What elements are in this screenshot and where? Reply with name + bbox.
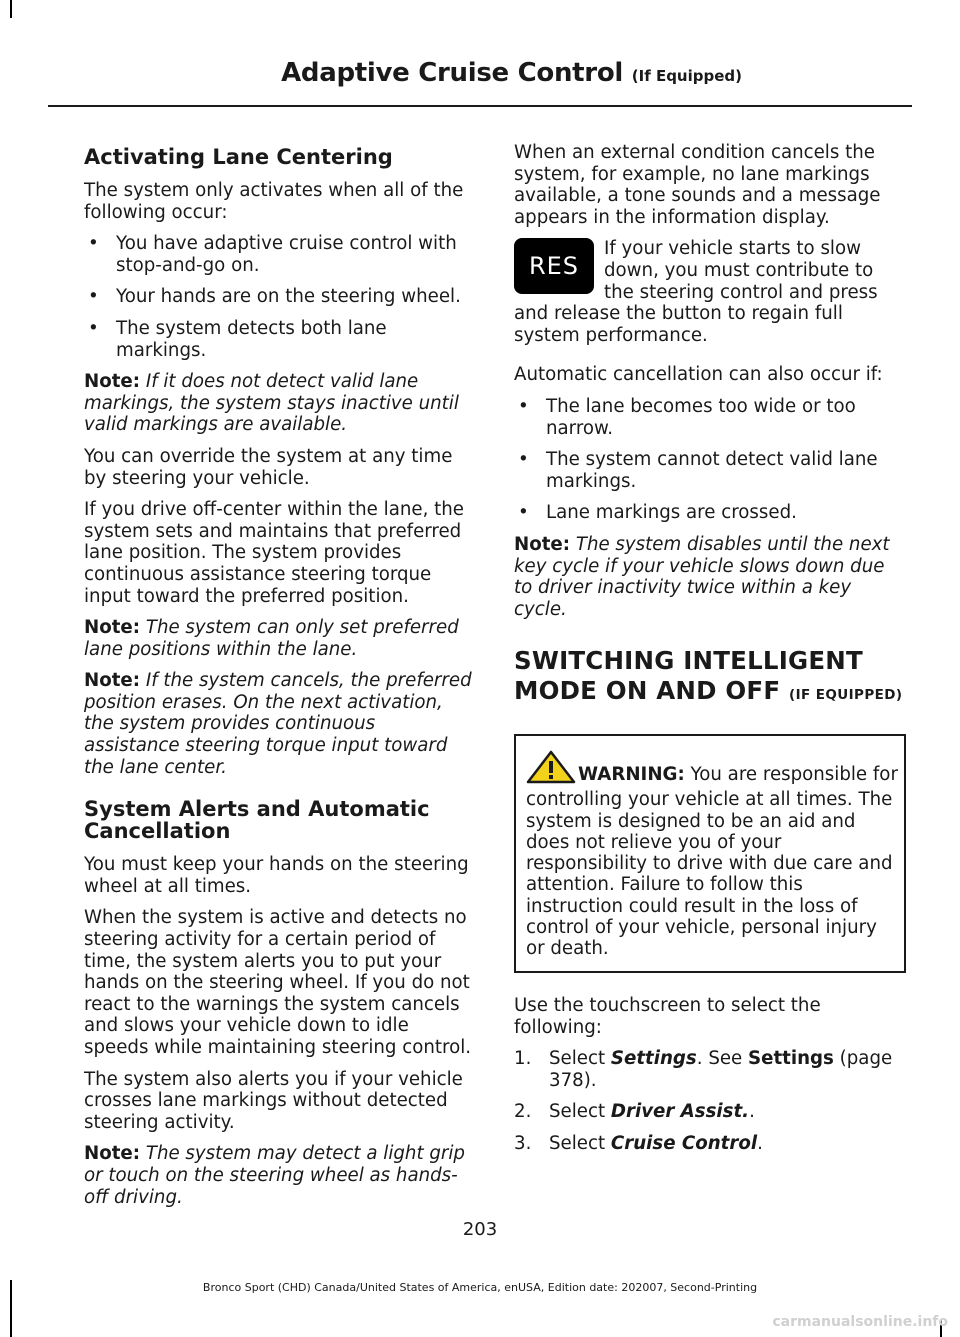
res-block: [514, 238, 906, 346]
warning-text: You are responsible for controlling your vehicle at all times. The system is designed to be an aid and does not relieve you of your responsibility to drive with due care and attention. Failure to follow this instruction could result in the loss of control of your vehicle, personal injury or death.: [526, 764, 898, 959]
heading-activating-lane-centering: Activating Lane Centering: [84, 145, 393, 169]
right-column: [514, 142, 906, 1165]
header-title-text: Adaptive Cruise Control: [281, 58, 623, 88]
list-item: • The system cannot detect valid lane markings.: [518, 449, 878, 492]
left-column: [84, 142, 476, 1218]
paragraph: You must keep your hands on the steering wheel at all times.: [84, 854, 469, 897]
paragraph: Use the touchscreen to select the following:: [514, 995, 821, 1038]
footer-text: Bronco Sport (CHD) Canada/United States of America, enUSA, Edition date: 202007, Second-Printing: [202, 1281, 758, 1294]
list-item: • Lane markings are crossed.: [518, 502, 797, 524]
header-subtitle: (If Equipped): [631, 67, 742, 85]
bullet-list: [514, 396, 906, 524]
watermark: carmanualsonline.info: [772, 1314, 948, 1330]
heading-system-alerts: System Alerts and Automatic Cancellation: [84, 797, 430, 844]
heading-switching-intelligent-mode: SWITCHING INTELLIGENT MODE ON AND OFF (IF EQUIPPED): [514, 646, 903, 706]
res-button-icon: RES: [514, 238, 594, 294]
paragraph: When an external condition cancels the system, for example, no lane markings available, a tone sounds and a message appears in the information display.: [514, 142, 881, 228]
list-item: 3. Select Cruise Control.: [514, 1133, 763, 1155]
note: Note: If the system cancels, the preferred position erases. On the next activation, the system provides continuous assistance steering torque input toward the lane center.: [84, 670, 472, 778]
paragraph: When the system is active and detects no steering activity for a certain period of time, the system alerts you to put your hands on the steering wheel. If you do not react to the warnings the system cancels and slows your vehicle down to idle speeds while maintaining steering control.: [84, 907, 472, 1058]
warning-triangle-icon: [526, 750, 576, 789]
list-item: • Your hands are on the steering wheel.: [88, 286, 461, 308]
paragraph: The system also alerts you if your vehicle crosses lane markings without detected steering activity.: [84, 1068, 463, 1133]
list-item: • The system detects both lane markings.: [88, 317, 387, 361]
warning-box: [514, 734, 906, 973]
list-item: • The lane becomes too wide or too narrow.: [518, 395, 856, 439]
note: Note: If it does not detect valid lane markings, the system stays inactive until valid markings are available.: [84, 371, 459, 436]
paragraph: If you drive off-center within the lane, the system sets and maintains that preferred lane position. The system provides continuous assistance steering torque input toward the preferred position.: [84, 499, 464, 607]
header-divider: [48, 105, 912, 107]
paragraph: The system only activates when all of the following occur:: [84, 180, 464, 223]
list-item: • You have adaptive cruise control with stop-and-go on.: [88, 233, 457, 276]
crop-mark: [10, 0, 12, 18]
paragraph: You can override the system at any time by steering your vehicle.: [84, 445, 453, 489]
page-header-title: [281, 58, 742, 88]
bullet-list: [84, 233, 476, 361]
note: Note: The system may detect a light grip or touch on the steering wheel as hands-off driving.: [84, 1143, 465, 1208]
paragraph: If your vehicle starts to slow down, you must contribute to the steering control and press and release the button to regain full system performance.: [514, 238, 878, 346]
list-item: 2. Select Driver Assist..: [514, 1101, 755, 1123]
note: Note: The system disables until the next key cycle if your vehicle slows down due to driver inactivity twice within a key cycle.: [514, 533, 890, 620]
page-number: 203: [462, 1219, 498, 1240]
list-item: 1. Select Settings. See Settings (page 378).: [514, 1048, 893, 1091]
note: Note: The system can only set preferred lane positions within the lane.: [84, 617, 459, 660]
paragraph: Automatic cancellation can also occur if:: [514, 364, 883, 386]
warning-label: WARNING:: [578, 764, 685, 786]
numbered-list: [514, 1048, 906, 1154]
